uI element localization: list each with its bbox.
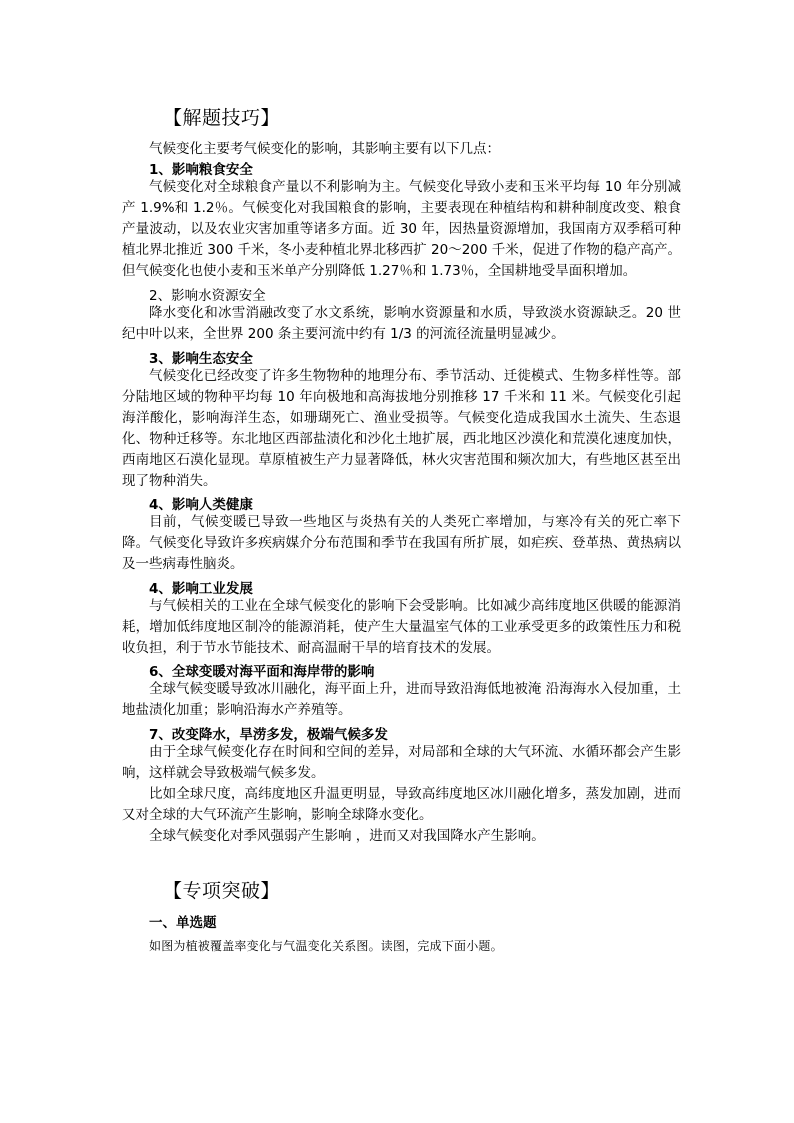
heading-sea-level: 6、全球变暖对海平面和海岸带的影响 — [149, 664, 375, 680]
paragraph-industry: 与气候相关的工业在全球气候变化的影响下会受影响。比如减少高纬度地区供暖的能源消耗，增加低纬度地区制冷的能源消耗，使产生大量温室气体的工业承受更多的政策性压力和税收负担，利于节水节能技术、耐高温耐干旱的培育技术的发展。 — [122, 598, 681, 656]
paragraph-precipitation-1: 由于全球气候变化存在时间和空间的差异，对局部和全球的大气环流、水循环都会产生影响，这样就会导致极端气候多发。 — [122, 744, 681, 781]
heading-water-security: 2、影响水资源安全 — [149, 288, 266, 304]
section-intro: 气候变化主要考气候变化的影响，其影响主要有以下几点： — [149, 141, 500, 157]
heading-single-choice: 一、单选题 — [149, 915, 217, 931]
paragraph-precipitation-3: 全球气候变化对季风强弱产生影响 ，进而又对我国降水产生影响。 — [149, 828, 545, 844]
question-prompt: 如图为植被覆盖率变化与气温变化关系图。读图，完成下面小题。 — [149, 939, 503, 953]
heading-ecological-security: 3、影响生态安全 — [149, 351, 253, 367]
paragraph-sea-level: 全球气候变暖导致冰川融化，海平面上升，进而导致沿海低地被淹 沿海海水入侵加重，土地盐渍化加重；影响沿海水产养殖等。 — [122, 681, 681, 718]
heading-industry: 4、影响工业发展 — [149, 581, 253, 597]
section-title-practice: 【专项突破】 — [163, 880, 281, 902]
section-title-tips: 【解题技巧】 — [163, 107, 281, 129]
heading-food-security: 1、影响粮食安全 — [149, 162, 253, 178]
paragraph-human-health: 目前，气候变暖已导致一些地区与炎热有关的人类死亡率增加，与寒冷有关的死亡率下降。气候变化导致许多疾病媒介分布范围和季节在我国有所扩展，如疟疾、登革热、黄热病以及一些病毒性脑炎。 — [122, 514, 681, 572]
paragraph-ecological-security: 气候变化已经改变了许多生物物种的地理分布、季节活动、迁徙模式、生物多样性等。部分陆地区域的物种平均每 10 年向极地和高海拔地分别推移 17 千米和 11 米。气候变化引起海洋酸化，影响海洋生态，如珊瑚死亡、渔业受损等。气候变化造成我国水土流失、生态退化、物种迁移等。东北地区西部盐渍化和沙化土地扩展，西北地区沙漠化和荒漠化速度加快，西南地区石漠化显现。草原植被生产力显著降低，林火灾害范围和频次加大，有些地区甚至出现了物种消失。 — [122, 368, 681, 489]
paragraph-water-security: 降水变化和冰雪消融改变了水文系统，影响水资源量和水质，导致淡水资源缺乏。20 世纪中叶以来，全世界 200 条主要河流中约有 1/3 的河流径流量明显减少。 — [122, 305, 681, 342]
heading-human-health: 4、影响人类健康 — [149, 497, 253, 513]
paragraph-food-security: 气候变化对全球粮食产量以不利影响为主。气候变化导致小麦和玉米平均每 10 年分别减产 1.9%和 1.2％。气候变化对我国粮食的影响，主要表现在种植结构和耕种制度改变、粮食产量波动，以及农业灾害加重等诸多方面。近 30 年，因热量资源增加，我国南方双季稻可种植北界北推近 300 千米，冬小麦种植北界北移西扩 20～200 千米，促进了作物的稳产高产。但气候变化也使小麦和玉米单产分别降低 1.27％和 1.73％，全国耕地受旱面积增加。 — [122, 179, 681, 279]
heading-precipitation: 7、改变降水，旱涝多发，极端气候多发 — [149, 727, 388, 743]
paragraph-precipitation-2: 比如全球尺度，高纬度地区升温更明显，导致高纬度地区冰川融化增多，蒸发加剧，进而又对全球的大气环流产生影响，影响全球降水变化。 — [122, 786, 681, 823]
